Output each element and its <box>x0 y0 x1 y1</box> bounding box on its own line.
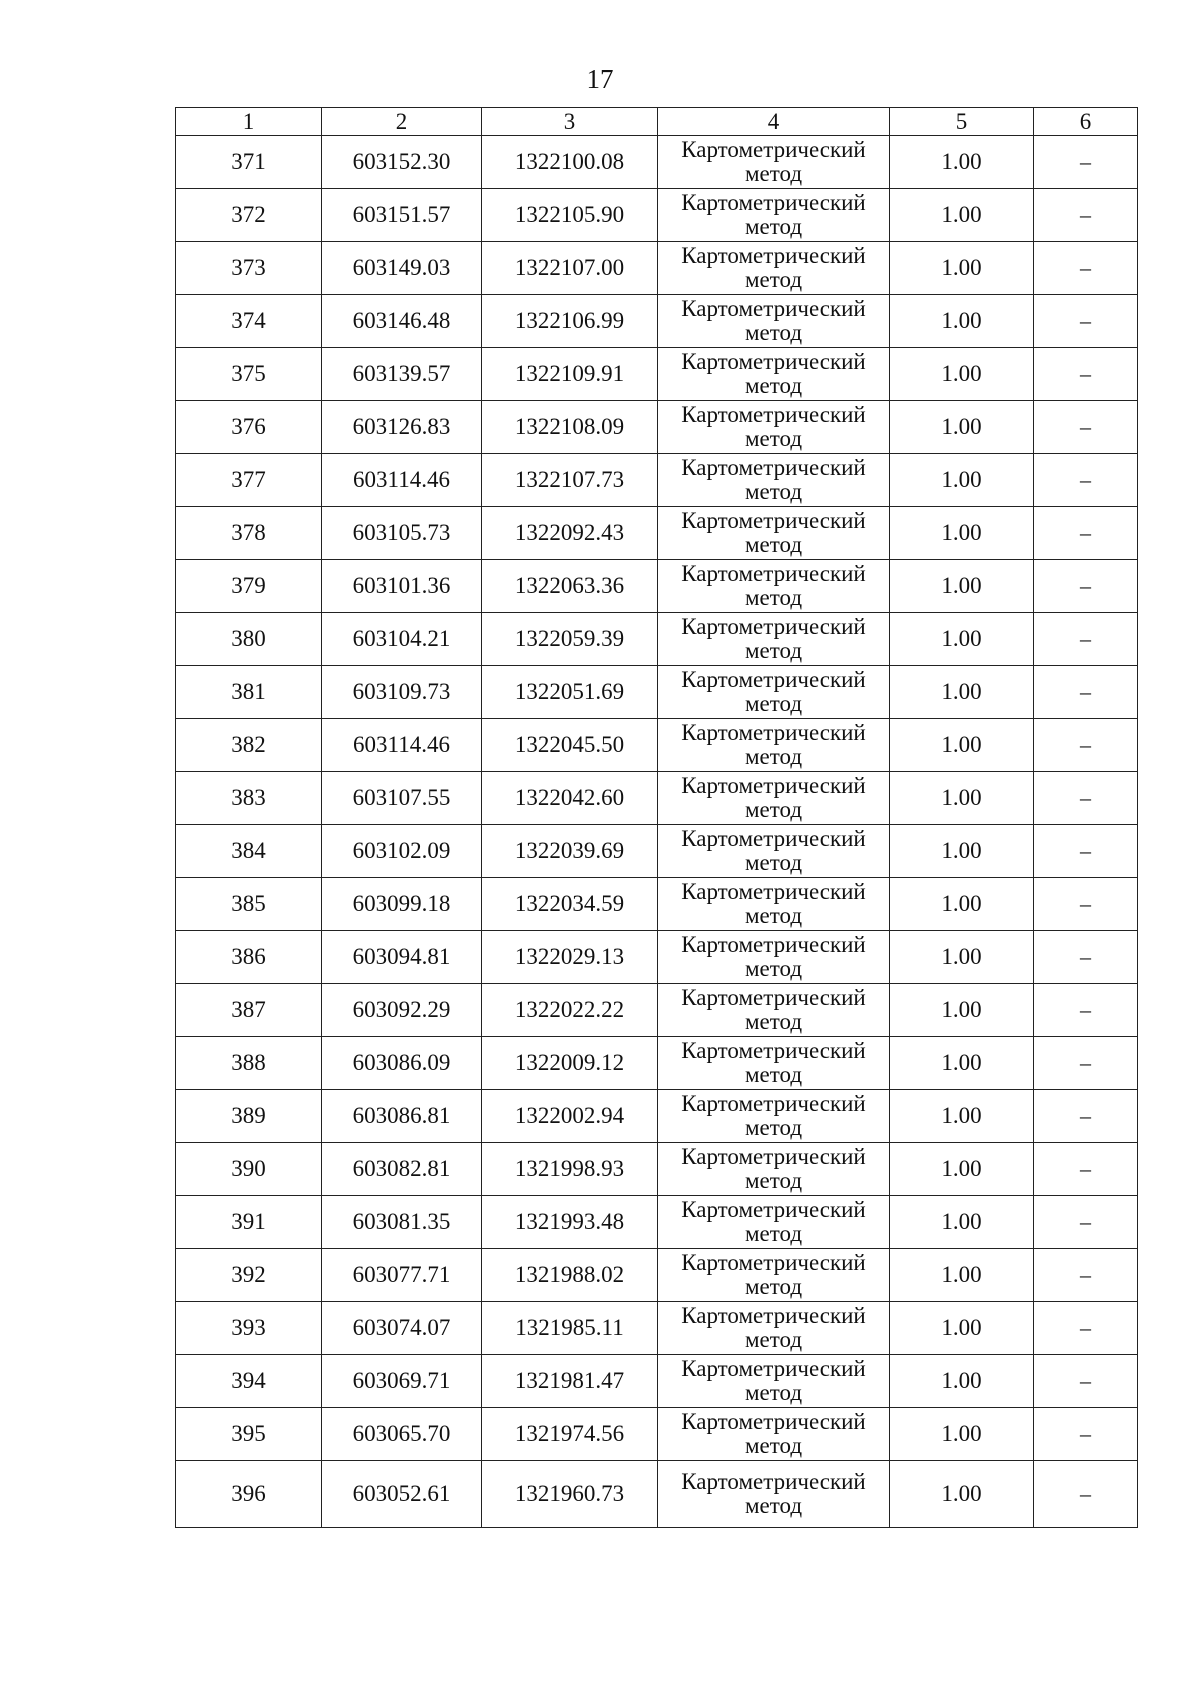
y-coordinate-cell: 1321960.73 <box>482 1461 658 1528</box>
method-line-1: Картометрический <box>681 1409 866 1434</box>
header-row <box>176 108 1138 136</box>
description-cell: – <box>1034 666 1138 719</box>
method-line-2: метод <box>744 585 803 610</box>
method-line-2: метод <box>744 320 803 345</box>
y-coordinate-cell: 1321993.48 <box>482 1196 658 1249</box>
method-cell <box>658 719 890 772</box>
y-coordinate-cell: 1322092.43 <box>482 507 658 560</box>
table-body <box>176 136 1138 1528</box>
x-coordinate-cell: 603152.30 <box>322 136 482 189</box>
column-header-6: 6 <box>1034 108 1138 136</box>
description-cell: – <box>1034 560 1138 613</box>
accuracy-cell: 1.00 <box>890 772 1034 825</box>
method-line-2: метод <box>744 638 803 663</box>
x-coordinate-cell: 603114.46 <box>322 719 482 772</box>
point-number-cell: 392 <box>176 1249 322 1302</box>
x-coordinate-cell: 603102.09 <box>322 825 482 878</box>
accuracy-cell: 1.00 <box>890 507 1034 560</box>
x-coordinate-cell: 603094.81 <box>322 931 482 984</box>
coordinates-table <box>175 107 1138 1528</box>
column-header-5: 5 <box>890 108 1034 136</box>
method-cell <box>658 454 890 507</box>
y-coordinate-cell: 1322042.60 <box>482 772 658 825</box>
description-cell: – <box>1034 507 1138 560</box>
description-cell: – <box>1034 1090 1138 1143</box>
point-number-cell: 384 <box>176 825 322 878</box>
table-row <box>176 772 1138 825</box>
point-number-cell: 374 <box>176 295 322 348</box>
table-row <box>176 1302 1138 1355</box>
point-number-cell: 390 <box>176 1143 322 1196</box>
page-number: 17 <box>586 64 614 94</box>
x-coordinate-cell: 603082.81 <box>322 1143 482 1196</box>
accuracy-cell: 1.00 <box>890 1196 1034 1249</box>
description-cell: – <box>1034 825 1138 878</box>
method-line-1: Картометрический <box>681 1250 866 1275</box>
accuracy-cell: 1.00 <box>890 1143 1034 1196</box>
y-coordinate-cell: 1321985.11 <box>482 1302 658 1355</box>
description-cell: – <box>1034 1408 1138 1461</box>
method-line-2: метод <box>744 1062 803 1087</box>
table-row <box>176 825 1138 878</box>
method-line-2: метод <box>744 267 803 292</box>
x-coordinate-cell: 603099.18 <box>322 878 482 931</box>
method-cell <box>658 1090 890 1143</box>
method-line-2: метод <box>744 1493 803 1518</box>
method-line-1: Картометрический <box>681 1197 866 1222</box>
point-number-cell: 377 <box>176 454 322 507</box>
x-coordinate-cell: 603101.36 <box>322 560 482 613</box>
method-cell <box>658 825 890 878</box>
accuracy-cell: 1.00 <box>890 1408 1034 1461</box>
method-line-1: Картометрический <box>681 1356 866 1381</box>
method-line-2: метод <box>744 373 803 398</box>
description-cell: – <box>1034 772 1138 825</box>
method-line-1: Картометрический <box>681 190 866 215</box>
accuracy-cell: 1.00 <box>890 613 1034 666</box>
table-row <box>176 189 1138 242</box>
x-coordinate-cell: 603139.57 <box>322 348 482 401</box>
method-line-2: метод <box>744 1115 803 1140</box>
point-number-cell: 373 <box>176 242 322 295</box>
accuracy-cell: 1.00 <box>890 666 1034 719</box>
table-row <box>176 1249 1138 1302</box>
method-cell <box>658 348 890 401</box>
method-line-1: Картометрический <box>681 1091 866 1116</box>
method-cell <box>658 772 890 825</box>
method-cell <box>658 560 890 613</box>
description-cell: – <box>1034 1249 1138 1302</box>
method-line-1: Картометрический <box>681 561 866 586</box>
y-coordinate-cell: 1322029.13 <box>482 931 658 984</box>
description-cell: – <box>1034 242 1138 295</box>
method-cell <box>658 878 890 931</box>
column-header-3: 3 <box>482 108 658 136</box>
table-row <box>176 719 1138 772</box>
y-coordinate-cell: 1321981.47 <box>482 1355 658 1408</box>
method-line-2: метод <box>744 691 803 716</box>
point-number-cell: 376 <box>176 401 322 454</box>
y-coordinate-cell: 1322100.08 <box>482 136 658 189</box>
accuracy-cell: 1.00 <box>890 1037 1034 1090</box>
table-row <box>176 295 1138 348</box>
method-line-1: Картометрический <box>681 879 866 904</box>
method-line-1: Картометрический <box>681 243 866 268</box>
method-cell <box>658 401 890 454</box>
method-line-1: Картометрический <box>681 1038 866 1063</box>
method-line-1: Картометрический <box>681 826 866 851</box>
accuracy-cell: 1.00 <box>890 189 1034 242</box>
point-number-cell: 391 <box>176 1196 322 1249</box>
point-number-cell: 372 <box>176 189 322 242</box>
method-cell <box>658 1355 890 1408</box>
method-cell <box>658 1408 890 1461</box>
column-header-2: 2 <box>322 108 482 136</box>
y-coordinate-cell: 1322105.90 <box>482 189 658 242</box>
point-number-cell: 394 <box>176 1355 322 1408</box>
point-number-cell: 386 <box>176 931 322 984</box>
method-line-2: метод <box>744 956 803 981</box>
description-cell: – <box>1034 1302 1138 1355</box>
y-coordinate-cell: 1322106.99 <box>482 295 658 348</box>
method-line-1: Картометрический <box>681 720 866 745</box>
description-cell: – <box>1034 189 1138 242</box>
method-cell <box>658 666 890 719</box>
method-line-2: метод <box>744 161 803 186</box>
method-line-1: Картометрический <box>681 1469 866 1494</box>
description-cell: – <box>1034 719 1138 772</box>
description-cell: – <box>1034 931 1138 984</box>
method-line-1: Картометрический <box>681 614 866 639</box>
method-line-1: Картометрический <box>681 508 866 533</box>
method-cell <box>658 1461 890 1528</box>
point-number-cell: 382 <box>176 719 322 772</box>
description-cell: – <box>1034 984 1138 1037</box>
x-coordinate-cell: 603107.55 <box>322 772 482 825</box>
description-cell: – <box>1034 613 1138 666</box>
column-header-1: 1 <box>176 108 322 136</box>
x-coordinate-cell: 603126.83 <box>322 401 482 454</box>
method-cell <box>658 1302 890 1355</box>
table-row <box>176 931 1138 984</box>
table-row <box>176 454 1138 507</box>
method-line-2: метод <box>744 532 803 557</box>
accuracy-cell: 1.00 <box>890 1090 1034 1143</box>
method-line-2: метод <box>744 1380 803 1405</box>
method-line-2: метод <box>744 214 803 239</box>
method-cell <box>658 242 890 295</box>
y-coordinate-cell: 1322022.22 <box>482 984 658 1037</box>
description-cell: – <box>1034 1037 1138 1090</box>
method-line-1: Картометрический <box>681 932 866 957</box>
description-cell: – <box>1034 1143 1138 1196</box>
x-coordinate-cell: 603052.61 <box>322 1461 482 1528</box>
method-cell <box>658 1143 890 1196</box>
table-row <box>176 666 1138 719</box>
method-cell <box>658 984 890 1037</box>
table-row <box>176 1143 1138 1196</box>
accuracy-cell: 1.00 <box>890 1355 1034 1408</box>
method-line-2: метод <box>744 479 803 504</box>
table-row <box>176 613 1138 666</box>
accuracy-cell: 1.00 <box>890 984 1034 1037</box>
table-row <box>176 1090 1138 1143</box>
point-number-cell: 388 <box>176 1037 322 1090</box>
description-cell: – <box>1034 401 1138 454</box>
method-line-2: метод <box>744 1221 803 1246</box>
x-coordinate-cell: 603074.07 <box>322 1302 482 1355</box>
method-line-1: Картометрический <box>681 985 866 1010</box>
y-coordinate-cell: 1322107.00 <box>482 242 658 295</box>
x-coordinate-cell: 603109.73 <box>322 666 482 719</box>
x-coordinate-cell: 603149.03 <box>322 242 482 295</box>
x-coordinate-cell: 603104.21 <box>322 613 482 666</box>
method-line-1: Картометрический <box>681 455 866 480</box>
method-line-1: Картометрический <box>681 296 866 321</box>
accuracy-cell: 1.00 <box>890 136 1034 189</box>
x-coordinate-cell: 603105.73 <box>322 507 482 560</box>
table-row <box>176 984 1138 1037</box>
y-coordinate-cell: 1322059.39 <box>482 613 658 666</box>
method-line-2: метод <box>744 1168 803 1193</box>
method-line-2: метод <box>744 1433 803 1458</box>
description-cell: – <box>1034 454 1138 507</box>
accuracy-cell: 1.00 <box>890 878 1034 931</box>
point-number-cell: 381 <box>176 666 322 719</box>
accuracy-cell: 1.00 <box>890 1249 1034 1302</box>
accuracy-cell: 1.00 <box>890 931 1034 984</box>
y-coordinate-cell: 1322109.91 <box>482 348 658 401</box>
method-cell <box>658 1196 890 1249</box>
point-number-cell: 396 <box>176 1461 322 1528</box>
point-number-cell: 371 <box>176 136 322 189</box>
accuracy-cell: 1.00 <box>890 1461 1034 1528</box>
table-row <box>176 136 1138 189</box>
x-coordinate-cell: 603086.09 <box>322 1037 482 1090</box>
x-coordinate-cell: 603092.29 <box>322 984 482 1037</box>
accuracy-cell: 1.00 <box>890 295 1034 348</box>
x-coordinate-cell: 603081.35 <box>322 1196 482 1249</box>
accuracy-cell: 1.00 <box>890 1302 1034 1355</box>
point-number-cell: 393 <box>176 1302 322 1355</box>
point-number-cell: 389 <box>176 1090 322 1143</box>
table-row <box>176 1196 1138 1249</box>
method-line-2: метод <box>744 850 803 875</box>
method-line-1: Картометрический <box>681 773 866 798</box>
point-number-cell: 383 <box>176 772 322 825</box>
y-coordinate-cell: 1321974.56 <box>482 1408 658 1461</box>
y-coordinate-cell: 1322009.12 <box>482 1037 658 1090</box>
method-line-2: метод <box>744 903 803 928</box>
accuracy-cell: 1.00 <box>890 454 1034 507</box>
description-cell: – <box>1034 878 1138 931</box>
method-cell <box>658 295 890 348</box>
y-coordinate-cell: 1322051.69 <box>482 666 658 719</box>
table-row <box>176 1461 1138 1528</box>
x-coordinate-cell: 603151.57 <box>322 189 482 242</box>
method-cell <box>658 189 890 242</box>
method-cell <box>658 1037 890 1090</box>
table-row <box>176 878 1138 931</box>
method-line-2: метод <box>744 1327 803 1352</box>
point-number-cell: 395 <box>176 1408 322 1461</box>
accuracy-cell: 1.00 <box>890 719 1034 772</box>
point-number-cell: 380 <box>176 613 322 666</box>
x-coordinate-cell: 603065.70 <box>322 1408 482 1461</box>
x-coordinate-cell: 603146.48 <box>322 295 482 348</box>
method-cell <box>658 931 890 984</box>
table-header <box>176 108 1138 136</box>
y-coordinate-cell: 1322002.94 <box>482 1090 658 1143</box>
method-line-2: метод <box>744 426 803 451</box>
y-coordinate-cell: 1322034.59 <box>482 878 658 931</box>
table-row <box>176 1355 1138 1408</box>
x-coordinate-cell: 603114.46 <box>322 454 482 507</box>
point-number-cell: 387 <box>176 984 322 1037</box>
table-row <box>176 242 1138 295</box>
x-coordinate-cell: 603069.71 <box>322 1355 482 1408</box>
accuracy-cell: 1.00 <box>890 401 1034 454</box>
table-row <box>176 507 1138 560</box>
method-line-2: метод <box>744 1009 803 1034</box>
method-cell <box>658 507 890 560</box>
x-coordinate-cell: 603077.71 <box>322 1249 482 1302</box>
method-line-1: Картометрический <box>681 1144 866 1169</box>
point-number-cell: 378 <box>176 507 322 560</box>
method-cell <box>658 136 890 189</box>
table-row <box>176 1408 1138 1461</box>
description-cell: – <box>1034 295 1138 348</box>
point-number-cell: 385 <box>176 878 322 931</box>
method-cell <box>658 1249 890 1302</box>
method-line-2: метод <box>744 744 803 769</box>
accuracy-cell: 1.00 <box>890 560 1034 613</box>
y-coordinate-cell: 1322039.69 <box>482 825 658 878</box>
y-coordinate-cell: 1321998.93 <box>482 1143 658 1196</box>
method-line-2: метод <box>744 797 803 822</box>
y-coordinate-cell: 1322045.50 <box>482 719 658 772</box>
method-line-1: Картометрический <box>681 667 866 692</box>
point-number-cell: 379 <box>176 560 322 613</box>
description-cell: – <box>1034 1355 1138 1408</box>
accuracy-cell: 1.00 <box>890 348 1034 401</box>
method-line-2: метод <box>744 1274 803 1299</box>
accuracy-cell: 1.00 <box>890 242 1034 295</box>
description-cell: – <box>1034 136 1138 189</box>
accuracy-cell: 1.00 <box>890 825 1034 878</box>
method-cell <box>658 613 890 666</box>
method-line-1: Картометрический <box>681 1303 866 1328</box>
table-row <box>176 348 1138 401</box>
y-coordinate-cell: 1321988.02 <box>482 1249 658 1302</box>
x-coordinate-cell: 603086.81 <box>322 1090 482 1143</box>
table-row <box>176 560 1138 613</box>
method-line-1: Картометрический <box>681 137 866 162</box>
method-line-1: Картометрический <box>681 402 866 427</box>
y-coordinate-cell: 1322107.73 <box>482 454 658 507</box>
table-row <box>176 1037 1138 1090</box>
method-line-1: Картометрический <box>681 349 866 374</box>
description-cell: – <box>1034 348 1138 401</box>
column-header-4: 4 <box>658 108 890 136</box>
point-number-cell: 375 <box>176 348 322 401</box>
y-coordinate-cell: 1322108.09 <box>482 401 658 454</box>
description-cell: – <box>1034 1196 1138 1249</box>
table-row <box>176 401 1138 454</box>
description-cell: – <box>1034 1461 1138 1528</box>
y-coordinate-cell: 1322063.36 <box>482 560 658 613</box>
